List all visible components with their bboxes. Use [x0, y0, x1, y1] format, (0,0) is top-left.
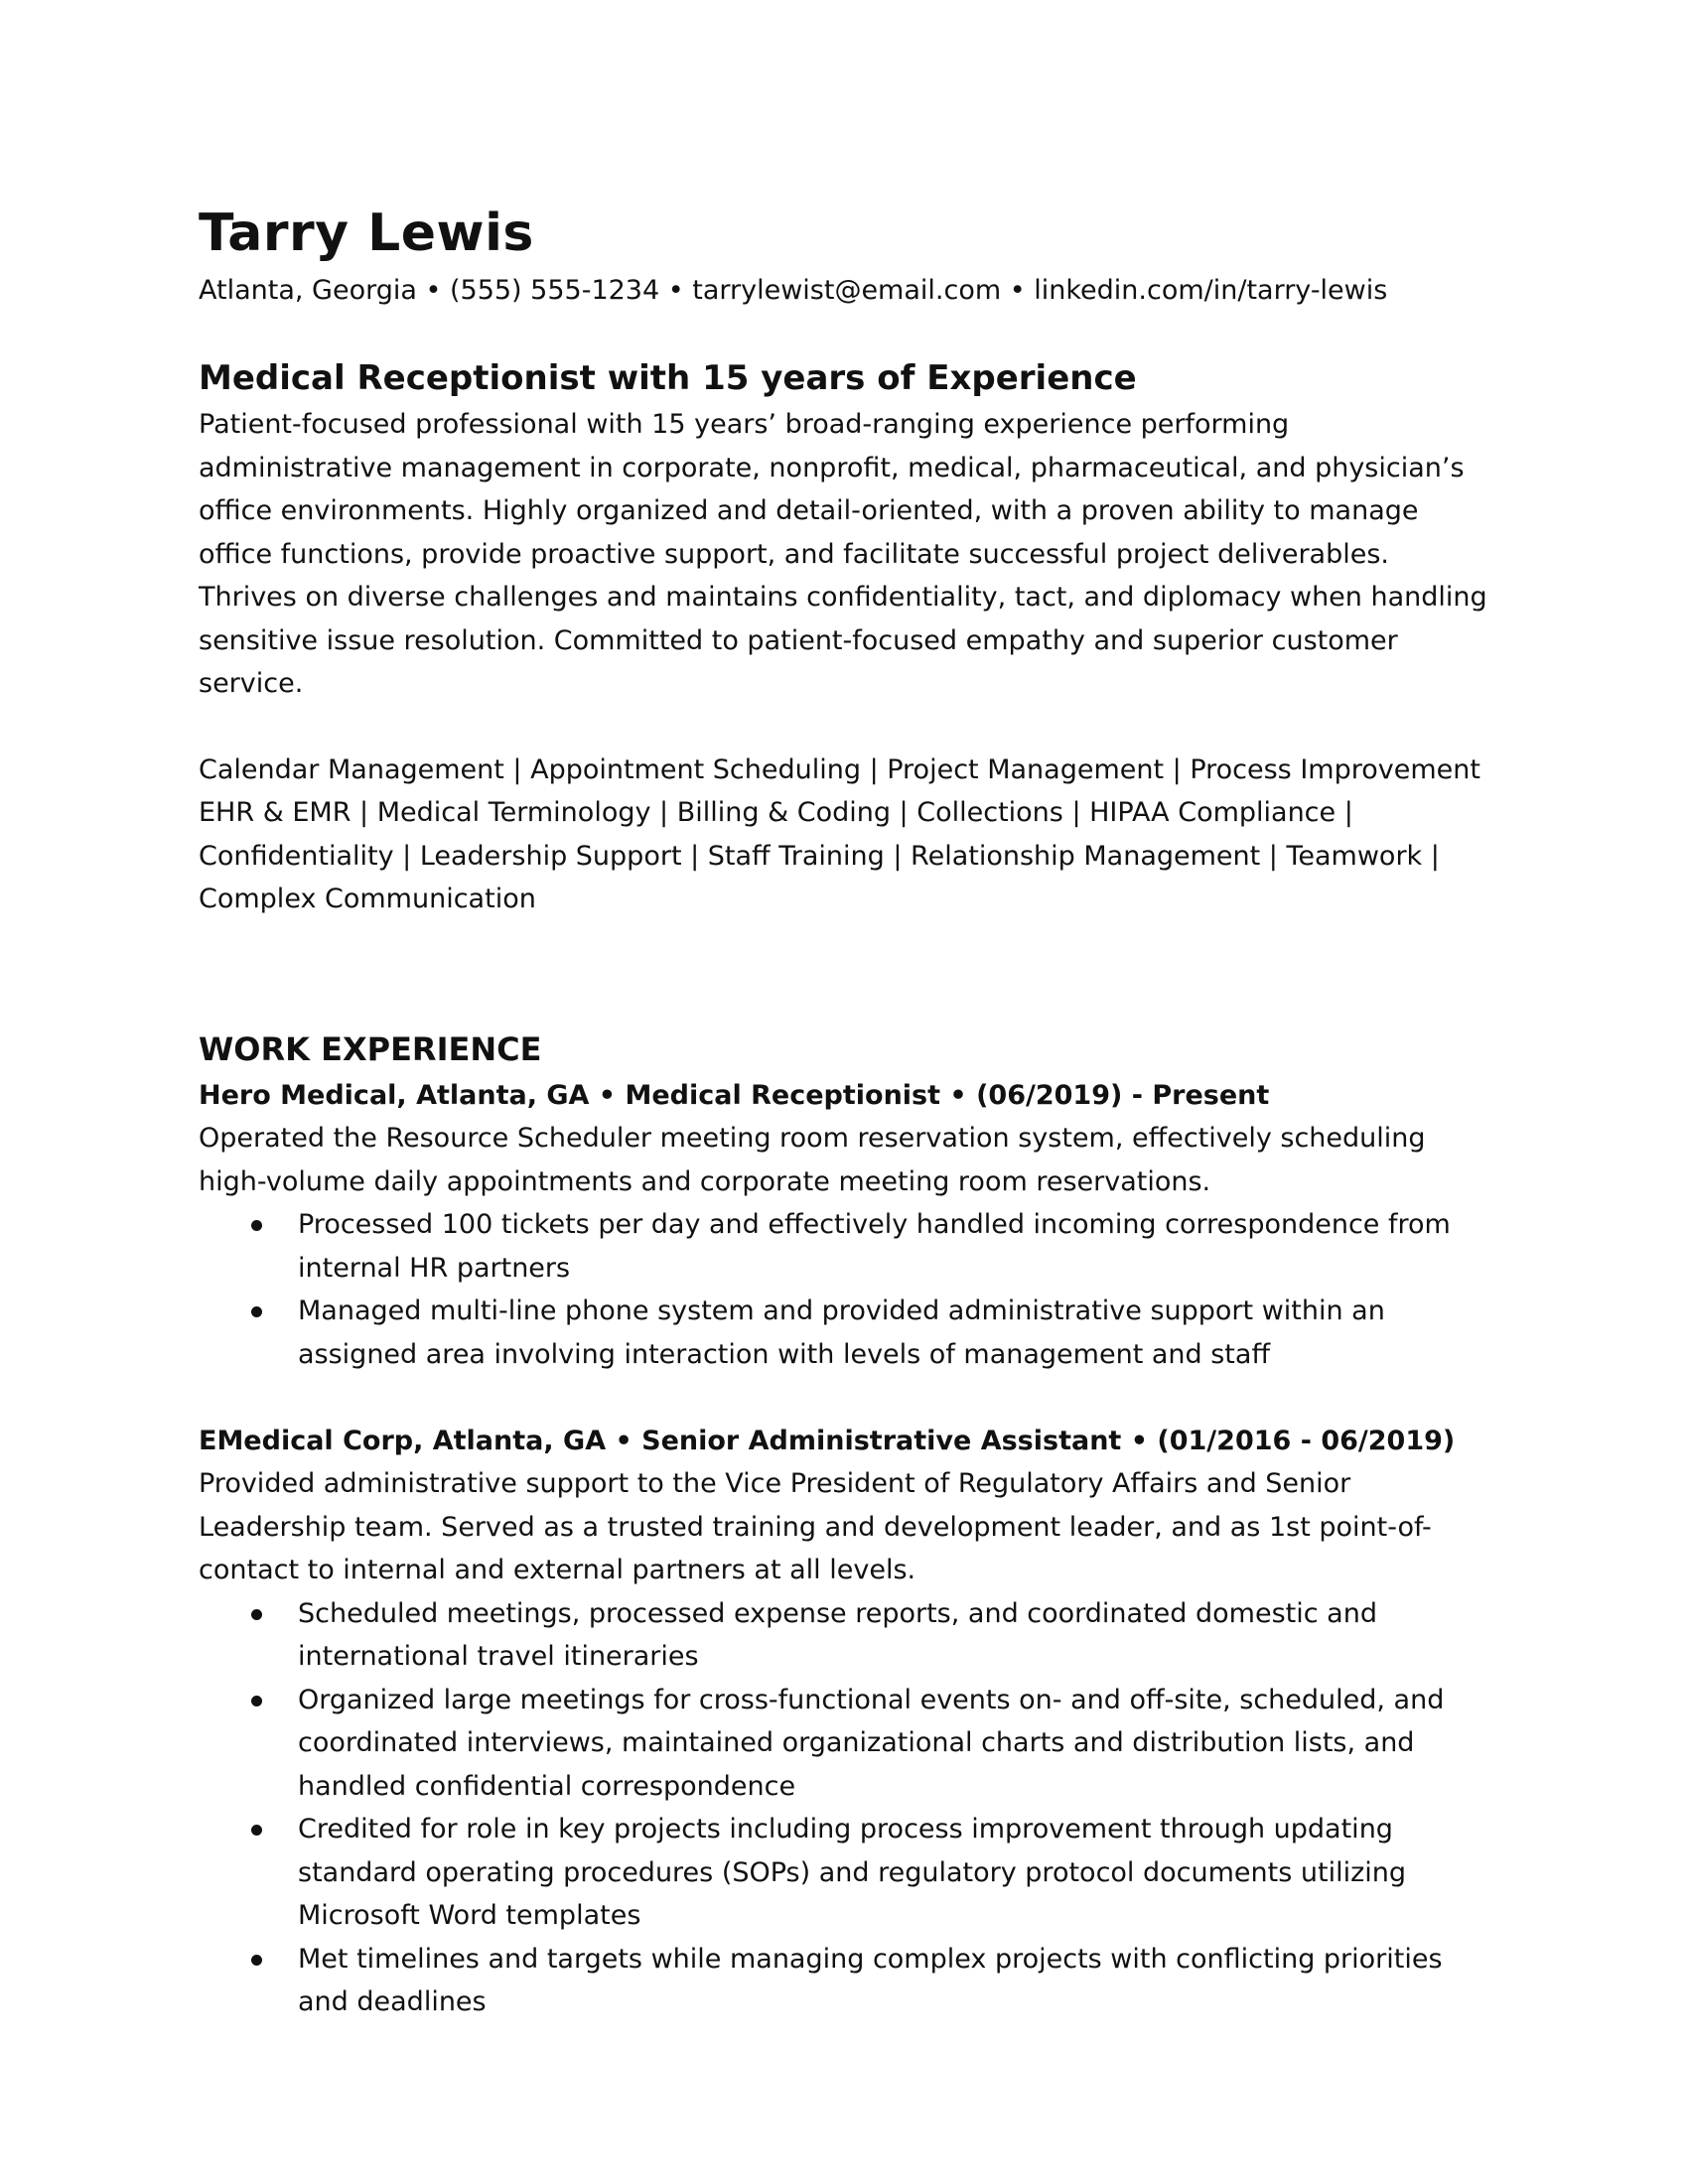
job-entry-emedical-corp: [199, 1420, 1489, 2024]
skills-list: Calendar Management | Appointment Scheduling | Project Management | Process Improvement EHR & EMR | Medical Terminology | Billing & Coding | Collections | HIPAA Compliance | Confidentiality | Leadership Support | Staff Training | Relationship Management | Teamwork | Complex Communication: [199, 753, 1480, 914]
bullet-item: [199, 1938, 1489, 2024]
bullet-dot-icon: [251, 1955, 262, 1966]
bullet-text: Organized large meetings for cross-functional events on- and off-site, scheduled, and coordinated interviews, maintained organizational charts and distribution lists, and handled confidential correspondence: [298, 1684, 1445, 1802]
bullet-dot-icon: [251, 1696, 262, 1706]
contact-line: Atlanta, Georgia • (555) 555-1234 • tarrylewist@email.com • linkedin.com/in/tarry-lewis: [199, 275, 1388, 306]
work-experience-heading: WORK EXPERIENCE: [199, 1029, 542, 1068]
job-description: Provided administrative support to the Vice President of Regulatory Affairs and Senior Leadership team. Served as a trusted training and development leader, and as 1st point-of-contact to internal and external partners at all levels.: [199, 1468, 1432, 1585]
job-bullets: [199, 1592, 1489, 2024]
job-bullets: [199, 1203, 1489, 1376]
summary-headline: Medical Receptionist with 15 years of Experience: [199, 358, 1137, 398]
bullet-dot-icon: [251, 1220, 262, 1231]
bullet-text: Met timelines and targets while managing complex projects with conflicting priorities and deadlines: [298, 1943, 1443, 2017]
bullet-dot-icon: [251, 1825, 262, 1836]
bullet-text: Processed 100 tickets per day and effectively handled incoming correspondence from internal HR partners: [298, 1209, 1451, 1284]
bullet-item: [199, 1203, 1489, 1290]
job-heading: EMedical Corp, Atlanta, GA • Senior Administrative Assistant • (01/2016 - 06/2019): [199, 1425, 1456, 1456]
bullet-item: [199, 1290, 1489, 1376]
bullet-item: [199, 1808, 1489, 1938]
bullet-text: Scheduled meetings, processed expense reports, and coordinated domestic and international travel itineraries: [298, 1597, 1377, 1672]
bullet-dot-icon: [251, 1609, 262, 1620]
resume-page: [199, 199, 1489, 2024]
bullet-item: [199, 1592, 1489, 1679]
bullet-text: Managed multi-line phone system and provided administrative support within an assigned area involving interaction with levels of management and staff: [298, 1296, 1385, 1370]
summary-paragraph: Patient-focused professional with 15 years’ broad-ranging experience performing administrative management in corporate, nonprofit, medical, pharmaceutical, and physician’s office environments. Highly organized and detail-oriented, with a proven ability to manage office functions, provide proactive support, and facilitate successful project deliverables. Thrives on diverse challenges and maintains confidentiality, tact, and diplomacy when handling sensitive issue resolution. Committed to patient-focused empathy and superior customer service.: [199, 409, 1487, 699]
job-heading: Hero Medical, Atlanta, GA • Medical Receptionist • (06/2019) - Present: [199, 1079, 1270, 1111]
bullet-dot-icon: [251, 1306, 262, 1317]
bullet-item: [199, 1679, 1489, 1809]
job-description: Operated the Resource Scheduler meeting room reservation system, effectively scheduling high-volume daily appointments and corporate meeting room reservations.: [199, 1123, 1426, 1197]
job-entry-hero-medical: [199, 1074, 1489, 1377]
bullet-text: Credited for role in key projects including process improvement through updating standard operating procedures (SOPs) and regulatory protocol documents utilizing Microsoft Word templates: [298, 1814, 1407, 1931]
candidate-name: Tarry Lewis: [199, 204, 534, 263]
